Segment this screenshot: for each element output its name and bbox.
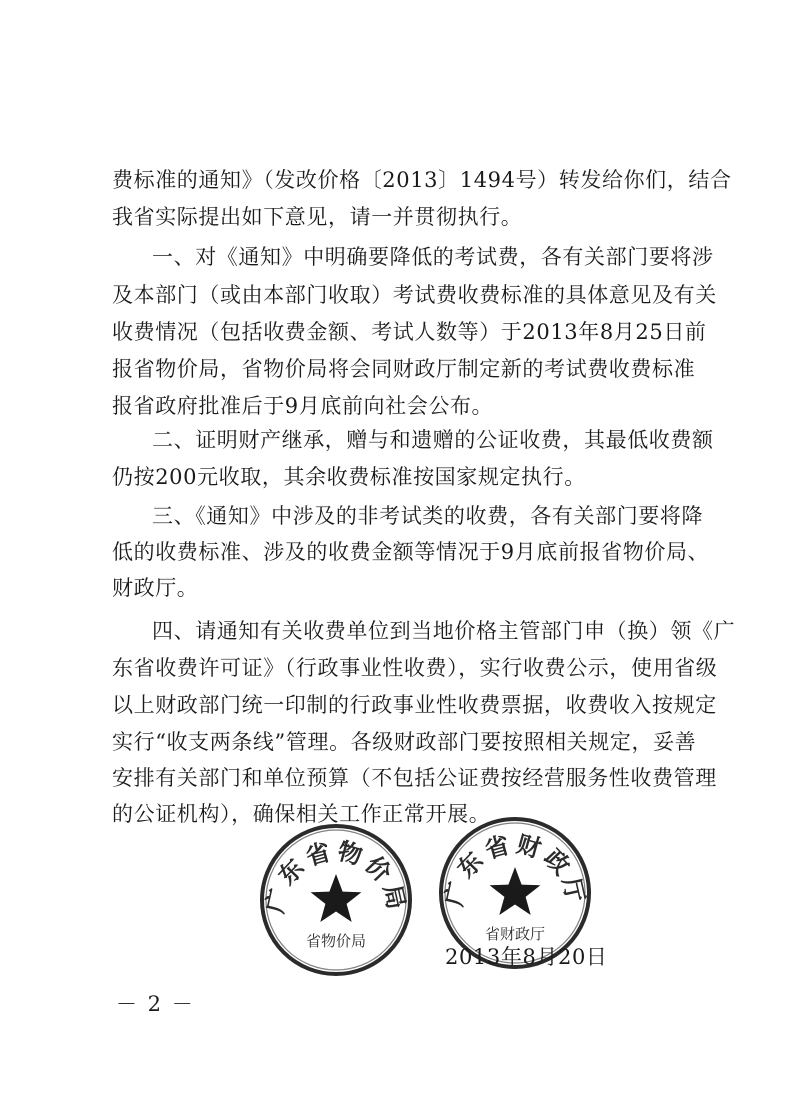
section-2-line-1: 二、证明财产继承，赠与和遗赠的公证收费，其最低收费额 [152,428,714,452]
price-bureau-seal [258,822,414,978]
price-bureau-seal-graphic [258,822,414,978]
section-1-line-4: 报省物价局，省物价局将会同财政厅制定新的考试费收费标准 [112,357,696,381]
star-icon [490,867,541,915]
price-bureau-seal-bottom-text: 省物价局 [305,932,367,950]
section-1-line-5: 报省政府批准后于9月底前向社会公布。 [112,394,494,418]
finance-dept-seal-bottom-text: 省财政厅 [484,925,546,943]
section-3-line-1: 三、《通知》中涉及的非考试类的收费，各有关部门要将降 [152,504,704,528]
section-2-line-2: 仍按200元收取，其余收费标准按国家规定执行。 [112,465,586,489]
section-1-line-3: 收费情况（包括收费金额、考试人数等）于2013年8月25日前 [112,320,707,344]
issue-date: 2013年8月20日 [445,945,608,969]
section-4-line-2: 东省收费许可证》（行政事业性收费），实行收费公示，使用省级 [112,656,718,680]
section-1-line-2: 及本部门（或由本部门收取）考试费收费标准的具体意见及有关 [112,283,717,307]
page-number: － 2 － [116,992,195,1016]
section-4-line-4: 实行“收支两条线”管理。各级财政部门要按照相关规定，妥善 [112,730,697,754]
finance-dept-seal-arc-text: 广东省财政厅 [438,828,592,909]
price-bureau-seal-arc-text: 广东省物价局 [259,835,413,916]
section-4-line-3: 以上财政部门统一印制的行政事业性收费票据，收费收入按规定 [112,693,717,717]
section-4-line-5: 安排有关部门和单位预算（不包括公证费按经营服务性收费管理 [112,766,717,790]
section-3-line-2: 低的收费标准、涉及的收费金额等情况于9月底前报省物价局、 [112,540,710,564]
star-icon [311,874,362,922]
section-1-line-1: 一、对《通知》中明确要降低的考试费，各有关部门要将涉 [152,245,714,269]
body-line-2: 我省实际提出如下意见，请一并贯彻执行。 [112,205,523,229]
section-4-line-1: 四、请通知有关收费单位到当地价格主管部门申（换）领《广 [152,619,736,643]
body-line-1: 费标准的通知》（发改价格〔2013〕1494号）转发给你们，结合 [112,168,732,192]
section-4-line-6: 的公证机构），确保相关工作正常开展。 [112,802,491,826]
section-3-line-3: 财政厅。 [112,576,199,600]
